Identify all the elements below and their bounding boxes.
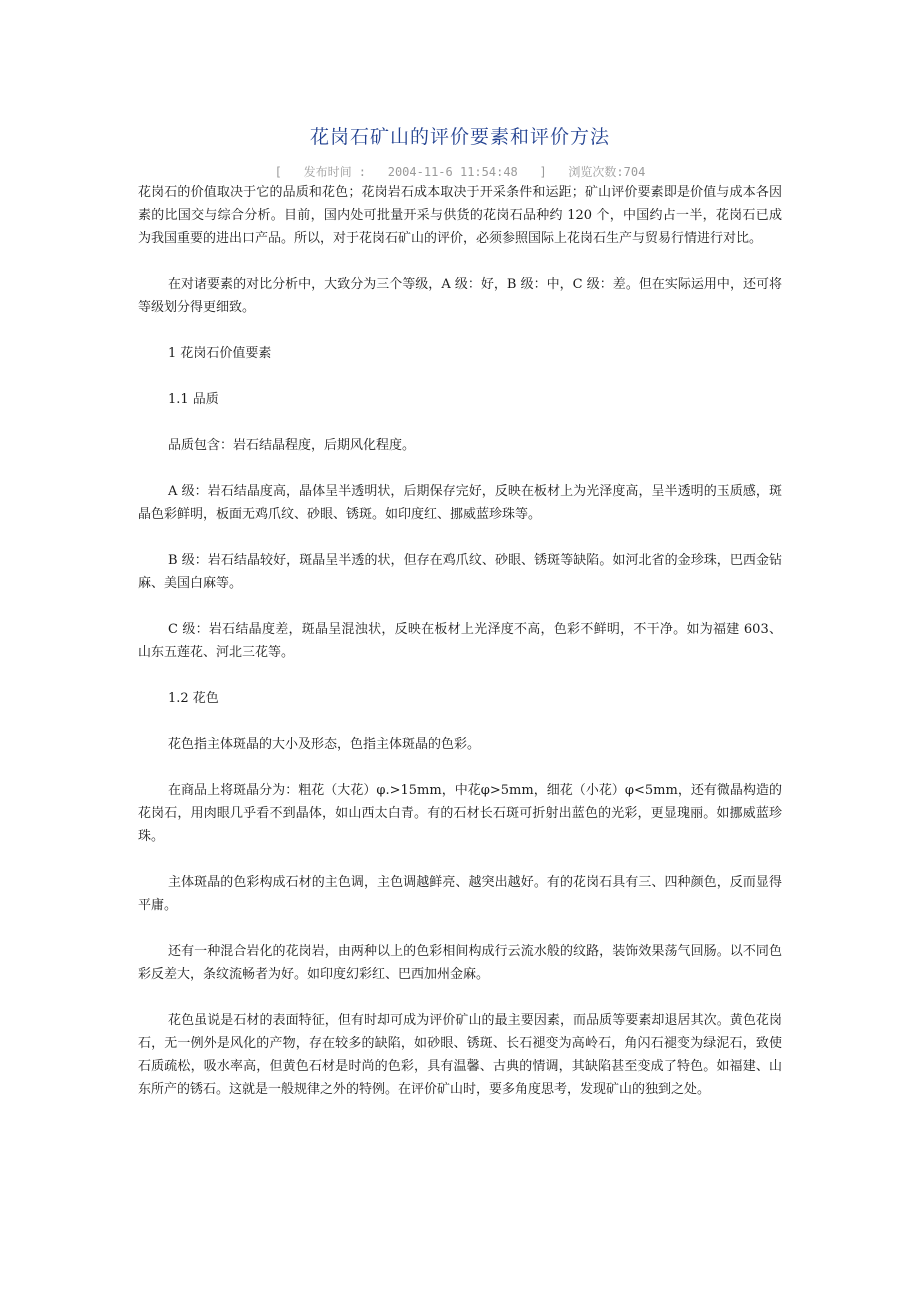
views-count: 704 — [623, 165, 646, 179]
paragraph-main-color: 主体斑晶的色彩构成石材的主色调，主色调越鲜亮、越突出越好。有的花岗石具有三、四种颜色，反而显得平庸。 — [138, 875, 782, 913]
paragraph-pattern-definition: 花色指主体斑晶的大小及形态，色指主体斑晶的色彩。 — [168, 737, 481, 752]
publish-time-value: 2004-11-6 11:54:48 — [387, 165, 518, 179]
section-heading-value-factors: 1 花岗石价值要素 — [168, 346, 272, 361]
paragraph-grade-c: C 级：岩石结晶度差，斑晶呈混浊状，反映在板材上光泽度不高，色彩不鲜明，不干净。如为福建 603、山东五莲花、河北三花等。 — [138, 622, 782, 660]
paragraph-grade-b: B 级：岩石结晶较好，斑晶呈半透的状，但存在鸡爪纹、砂眼、锈斑等缺陷。如河北省的金珍珠，巴西金钻麻、美国白麻等。 — [138, 553, 782, 591]
paragraph-grades: 在对诸要素的对比分析中，大致分为三个等级，A 级：好，B 级：中，C 级：差。但在实际运用中，还可将等级划分得更细致。 — [138, 277, 782, 315]
paragraph-yellow-granite: 花色虽说是石材的表面特征，但有时却可成为评价矿山的最主要因素，而品质等要素却退居其次。黄色花岗石，无一例外是风化的产物，存在较多的缺陷，如砂眼、锈斑、长石褪变为高岭石，角闪石褪变为绿泥石，致使石质疏松，吸水率高，但黄色石材是时尚的色彩，具有温馨、古典的情调，其缺陷甚至变成了特色。如福建、山东所产的锈石。这就是一般规律之外的特例。在评价矿山时，要多角度思考，发现矿山的独到之处。 — [138, 1013, 782, 1097]
publish-time-label: 发布时间 : — [303, 165, 367, 179]
meta-open-bracket: [ — [274, 165, 282, 179]
paragraph-grade-a: A 级：岩石结晶度高，晶体呈半透明状，后期保存完好，反映在板材上为光泽度高，呈半透明的玉质感，斑晶色彩鲜明，板面无鸡爪纹、砂眼、锈斑。如印度红、挪威蓝珍珠等。 — [138, 484, 782, 522]
article-meta — [138, 163, 782, 180]
views-label: 浏览次数: — [568, 165, 624, 179]
article-title: 花岗石矿山的评价要素和评价方法 — [309, 126, 610, 148]
paragraph-intro: 花岗石的价值取决于它的品质和花色；花岗岩石成本取决于开采条件和运距；矿山评价要素即是价值与成本各因素的比国交与综合分析。目前，国内处可批量开采与供货的花岗石品种约 120 个，中国约占一半，花岗石已成为我国重要的进出口产品。所以，对于花岗石矿山的评价，必须参照国际上花岗石生产与贸易行情进行对比。 — [138, 185, 782, 246]
paragraph-migmatite: 还有一种混合岩化的花岗岩，由两种以上的色彩相间构成行云流水般的纹路，装饰效果荡气回肠。以不同色彩反差大，条纹流畅者为好。如印度幻彩红、巴西加州金麻。 — [138, 944, 782, 982]
meta-close-bracket: ] — [539, 165, 547, 179]
paragraph-quality-definition: 品质包含：岩石结晶程度，后期风化程度。 — [168, 438, 416, 453]
subsection-heading-pattern-color: 1.2 花色 — [168, 691, 219, 706]
subsection-heading-quality: 1.1 品质 — [168, 392, 219, 407]
article-body — [138, 181, 782, 1124]
paragraph-crystal-sizes: 在商品上将斑晶分为：粗花（大花）φ.>15mm，中花φ>5mm，细花（小花）φ<5mm，还有微晶构造的花岗石，用肉眼几乎看不到晶体，如山西太白青。有的石材长石斑可折射出蓝色的光彩，更显瑰丽。如挪威蓝珍珠。 — [138, 783, 782, 844]
